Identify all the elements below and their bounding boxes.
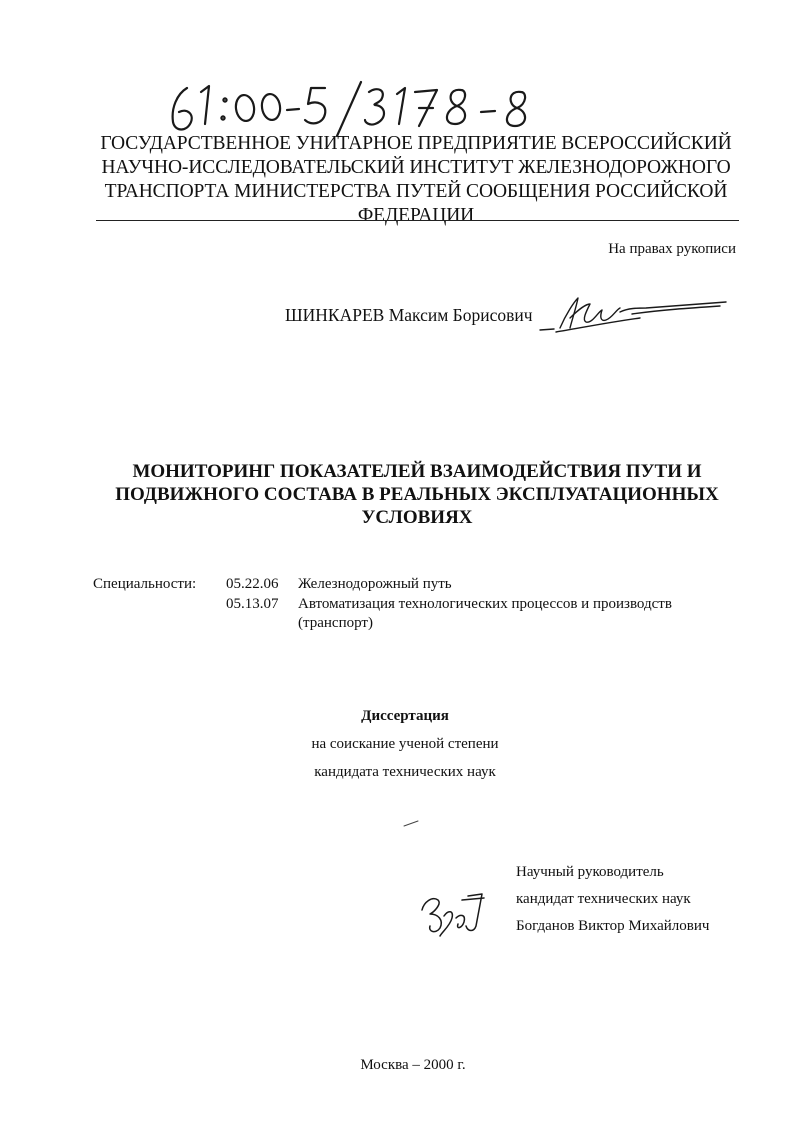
degree-line: кандидата технических наук	[314, 764, 496, 780]
degree-block	[200, 706, 610, 790]
supervisor-degree: кандидат технических наук	[516, 891, 691, 907]
specialty-code: 05.22.06	[226, 576, 279, 592]
stray-pen-mark	[402, 818, 422, 828]
degree-line: на соискание ученой степени	[311, 736, 499, 752]
specialty-name: Автоматизация технологических процессов и производств (транспорт)	[298, 596, 672, 631]
dissertation-title	[112, 460, 722, 529]
institution-header	[96, 132, 736, 228]
author-signature	[520, 288, 735, 336]
supervisor-name: Богданов Виктор Михайлович	[516, 918, 710, 934]
institution-line: ФЕДЕРАЦИИ	[357, 205, 475, 226]
institution-line: НАУЧНО-ИССЛЕДОВАТЕЛЬСКИЙ ИНСТИТУТ ЖЕЛЕЗНОДОРОЖНОГО	[101, 157, 731, 178]
institution-line: ГОСУДАРСТВЕННОЕ УНИТАРНОЕ ПРЕДПРИЯТИЕ ВСЕРОССИЙСКИЙ	[100, 133, 732, 154]
specialties-label: Специальности:	[93, 576, 197, 592]
place-and-year: Москва – 2000 г.	[360, 1057, 466, 1073]
institution-line: ТРАНСПОРТА МИНИСТЕРСТВА ПУТЕЙ СООБЩЕНИЯ РОССИЙСКОЙ	[104, 181, 728, 202]
supervisor-role: Научный руководитель	[516, 864, 664, 880]
specialty-code: 05.13.07	[226, 596, 279, 612]
work-type: Диссертация	[361, 708, 449, 724]
supervisor-signature	[418, 888, 490, 938]
header-divider	[96, 220, 739, 221]
title-line: ПОДВИЖНОГО СОСТАВА В РЕАЛЬНЫХ ЭКСПЛУАТАЦИОННЫХ	[115, 484, 719, 505]
handwritten-archive-number	[165, 78, 545, 140]
title-line: МОНИТОРИНГ ПОКАЗАТЕЛЕЙ ВЗАИМОДЕЙСТВИЯ ПУТИ И	[132, 461, 702, 482]
manuscript-rights-note: На правах рукописи	[608, 241, 736, 257]
author-name: ШИНКАРЕВ Максим Борисович	[285, 305, 533, 325]
title-line: УСЛОВИЯХ	[361, 507, 473, 528]
specialty-name: Железнодорожный путь	[298, 576, 452, 592]
supervisor-block	[516, 862, 756, 943]
